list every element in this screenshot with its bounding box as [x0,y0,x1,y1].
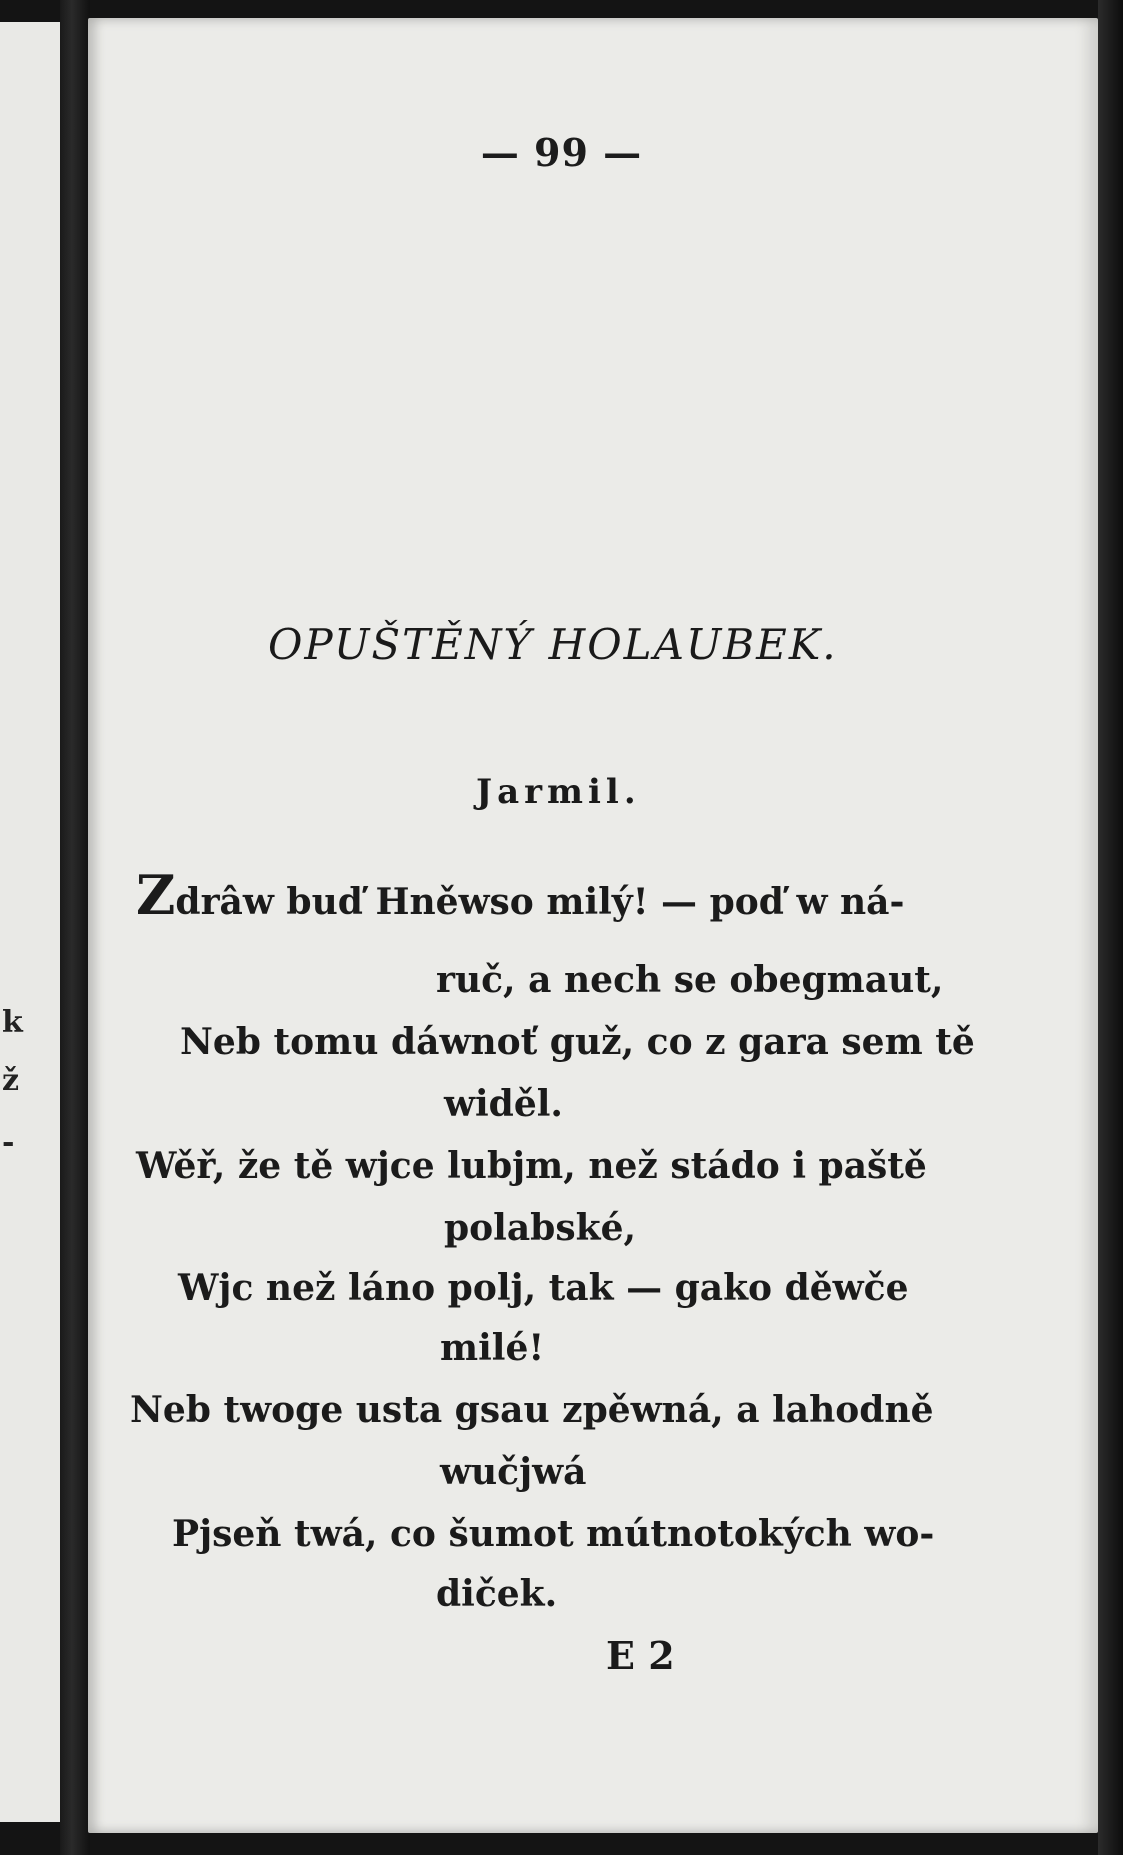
signature-mark: E 2 [606,1633,675,1678]
poem-line: Wjc než láno polj, tak — gako děwče [178,1267,909,1309]
poem-line: Pjseň twá, co šumot mútnotokých wo- [172,1513,935,1555]
poem-line: Neb twoge usta gsau zpěwná, a lahodně [130,1389,934,1431]
poem-line: Wěř, že tě wjce lubjm, než stádo i paště [136,1145,927,1187]
left-page-fragment: ž [2,1063,20,1098]
poem-line: polabské, [444,1207,637,1249]
poem-line: Neb tomu dáwnoť guž, co z gara sem tě [180,1021,975,1063]
poem-line: ruč, a nech se obegmaut, [436,959,944,1001]
poem-line: widěl. [444,1083,563,1125]
poem-line: milé! [440,1327,545,1369]
poem-line-text: drâw buď Hněwso milý! — poď w ná- [175,881,905,923]
book-spine [60,0,90,1855]
poem-title: OPUŠTĚNÝ HOLAUBEK. [268,620,838,669]
poem-line: diček. [436,1573,558,1615]
right-edge [1098,0,1123,1855]
left-page-edge [0,22,60,1822]
left-page-fragment: - [2,1125,15,1160]
page [88,18,1098,1833]
poem-line [136,863,905,927]
poem-line: wučjwá [440,1451,587,1493]
left-page-fragment: k [2,1005,23,1040]
drop-cap: Z [136,863,176,927]
page-number: — 99 — [480,130,643,175]
poem-author: Jarmil. [476,772,641,812]
